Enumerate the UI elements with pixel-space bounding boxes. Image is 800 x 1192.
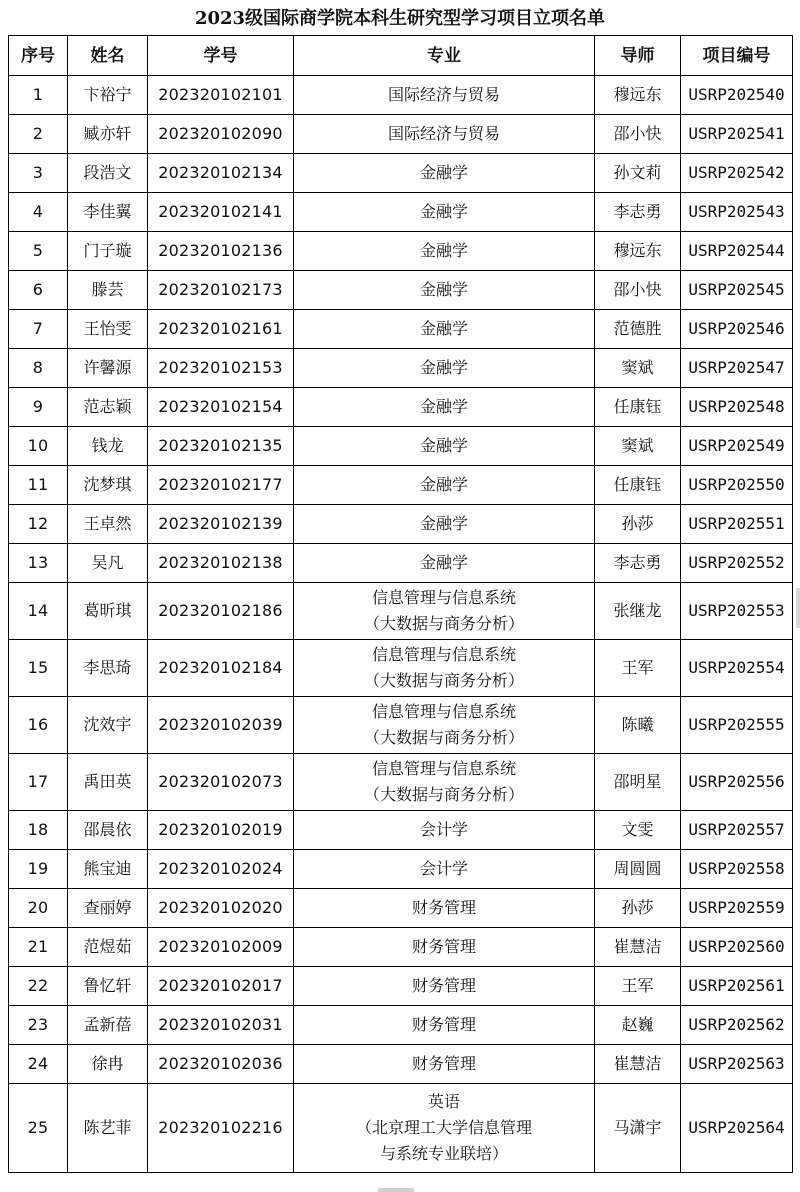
- cell-project-code: USRP202551: [681, 505, 793, 544]
- cell-advisor: 邵小快: [595, 271, 681, 310]
- major-line: 财务管理: [411, 1015, 476, 1034]
- cell-no: 19: [9, 850, 68, 889]
- major-line: 金融学: [419, 475, 468, 494]
- major-line: 金融学: [419, 280, 468, 299]
- header-advisor: 导师: [595, 36, 681, 76]
- major-line: 财务管理: [411, 1054, 476, 1073]
- cell-student-id: 202320102090: [148, 115, 294, 154]
- bottom-scroll-handle[interactable]: [378, 1188, 414, 1192]
- table-row: [9, 697, 793, 754]
- major-line: 金融学: [419, 514, 468, 533]
- cell-name: 李思琦: [68, 640, 148, 697]
- cell-name: 葛昕琪: [68, 583, 148, 640]
- cell-advisor: 孙文莉: [595, 154, 681, 193]
- major-line: （大数据与商务分析）: [363, 614, 524, 633]
- cell-no: 16: [9, 697, 68, 754]
- cell-student-id: 202320102134: [148, 154, 294, 193]
- cell-project-code: USRP202543: [681, 193, 793, 232]
- cell-advisor: 邵小快: [595, 115, 681, 154]
- cell-project-code: USRP202548: [681, 388, 793, 427]
- cell-major: [294, 349, 595, 388]
- cell-project-code: USRP202555: [681, 697, 793, 754]
- cell-no: 23: [9, 1006, 68, 1045]
- cell-student-id: 202320102039: [148, 697, 294, 754]
- table-row: [9, 1006, 793, 1045]
- cell-no: 10: [9, 427, 68, 466]
- cell-student-id: 202320102036: [148, 1045, 294, 1084]
- table-row: [9, 271, 793, 310]
- header-project-code: 项目编号: [681, 36, 793, 76]
- cell-advisor: 李志勇: [595, 544, 681, 583]
- major-line: 信息管理与信息系统: [371, 645, 516, 664]
- cell-major: [294, 889, 595, 928]
- cell-project-code: USRP202549: [681, 427, 793, 466]
- cell-student-id: 202320102138: [148, 544, 294, 583]
- cell-no: 5: [9, 232, 68, 271]
- cell-student-id: 202320102186: [148, 583, 294, 640]
- cell-no: 25: [9, 1084, 68, 1173]
- cell-major: [294, 193, 595, 232]
- cell-major: [294, 1045, 595, 1084]
- cell-project-code: USRP202559: [681, 889, 793, 928]
- cell-project-code: USRP202540: [681, 76, 793, 115]
- cell-no: 21: [9, 928, 68, 967]
- cell-student-id: 202320102154: [148, 388, 294, 427]
- header-student-id: 学号: [148, 36, 294, 76]
- major-line: 英语: [427, 1092, 460, 1111]
- cell-name: 鲁忆轩: [68, 967, 148, 1006]
- cell-no: 1: [9, 76, 68, 115]
- cell-student-id: 202320102184: [148, 640, 294, 697]
- major-line: 财务管理: [411, 976, 476, 995]
- table-row: [9, 193, 793, 232]
- table-row: [9, 1084, 793, 1173]
- major-line: （北京理工大学信息管理: [355, 1118, 532, 1137]
- cell-major: [294, 811, 595, 850]
- cell-advisor: 邵明星: [595, 754, 681, 811]
- cell-name: 臧亦轩: [68, 115, 148, 154]
- cell-no: 18: [9, 811, 68, 850]
- cell-project-code: USRP202545: [681, 271, 793, 310]
- major-line: （大数据与商务分析）: [363, 785, 524, 804]
- cell-student-id: 202320102173: [148, 271, 294, 310]
- major-line: 金融学: [419, 319, 468, 338]
- cell-advisor: 范德胜: [595, 310, 681, 349]
- cell-no: 7: [9, 310, 68, 349]
- header-no: 序号: [9, 36, 68, 76]
- cell-major: [294, 754, 595, 811]
- cell-major: [294, 76, 595, 115]
- table-row: [9, 1045, 793, 1084]
- cell-name: 滕芸: [68, 271, 148, 310]
- cell-no: 2: [9, 115, 68, 154]
- header-major: 专业: [294, 36, 595, 76]
- cell-major: [294, 466, 595, 505]
- table-row: [9, 232, 793, 271]
- table-row: [9, 115, 793, 154]
- cell-name: 沈梦琪: [68, 466, 148, 505]
- cell-no: 9: [9, 388, 68, 427]
- major-line: 金融学: [419, 397, 468, 416]
- table-row: [9, 889, 793, 928]
- cell-no: 6: [9, 271, 68, 310]
- cell-no: 12: [9, 505, 68, 544]
- major-line: 与系统专业联培）: [379, 1144, 508, 1163]
- cell-student-id: 202320102031: [148, 1006, 294, 1045]
- major-line: （大数据与商务分析）: [363, 728, 524, 747]
- major-line: 财务管理: [411, 898, 476, 917]
- table-row: [9, 640, 793, 697]
- cell-project-code: USRP202557: [681, 811, 793, 850]
- page-title: 2023级国际商学院本科生研究型学习项目立项名单: [194, 8, 606, 29]
- project-list-table: [8, 35, 793, 1173]
- cell-major: [294, 427, 595, 466]
- cell-major: [294, 1006, 595, 1045]
- table-row: [9, 754, 793, 811]
- major-line: 国际经济与贸易: [387, 124, 500, 143]
- cell-project-code: USRP202560: [681, 928, 793, 967]
- cell-name: 李佳翼: [68, 193, 148, 232]
- cell-major: [294, 1084, 595, 1173]
- cell-student-id: 202320102136: [148, 232, 294, 271]
- cell-project-code: USRP202562: [681, 1006, 793, 1045]
- table-row: [9, 388, 793, 427]
- major-line: 金融学: [419, 553, 468, 572]
- major-line: 信息管理与信息系统: [371, 702, 516, 721]
- cell-major: [294, 928, 595, 967]
- cell-student-id: 202320102101: [148, 76, 294, 115]
- cell-project-code: USRP202558: [681, 850, 793, 889]
- major-line: （大数据与商务分析）: [363, 671, 524, 690]
- cell-advisor: 周圆圆: [595, 850, 681, 889]
- cell-project-code: USRP202547: [681, 349, 793, 388]
- cell-project-code: USRP202544: [681, 232, 793, 271]
- cell-no: 8: [9, 349, 68, 388]
- table-row: [9, 928, 793, 967]
- cell-advisor: 窦斌: [595, 427, 681, 466]
- cell-name: 王怡雯: [68, 310, 148, 349]
- cell-student-id: 202320102139: [148, 505, 294, 544]
- cell-no: 14: [9, 583, 68, 640]
- table-row: [9, 811, 793, 850]
- cell-project-code: USRP202552: [681, 544, 793, 583]
- cell-project-code: USRP202542: [681, 154, 793, 193]
- table-row: [9, 967, 793, 1006]
- major-line: 金融学: [419, 358, 468, 377]
- cell-project-code: USRP202541: [681, 115, 793, 154]
- cell-name: 陈艺菲: [68, 1084, 148, 1173]
- cell-student-id: 202320102216: [148, 1084, 294, 1173]
- cell-name: 门子璇: [68, 232, 148, 271]
- cell-advisor: 张继龙: [595, 583, 681, 640]
- major-line: 信息管理与信息系统: [371, 759, 516, 778]
- cell-name: 范志颖: [68, 388, 148, 427]
- cell-student-id: 202320102020: [148, 889, 294, 928]
- table-row: [9, 349, 793, 388]
- cell-advisor: 任康钰: [595, 388, 681, 427]
- table-header-row: [9, 36, 793, 76]
- side-scroll-handle[interactable]: [796, 588, 800, 628]
- cell-student-id: 202320102009: [148, 928, 294, 967]
- major-line: 国际经济与贸易: [387, 85, 500, 104]
- cell-advisor: 文雯: [595, 811, 681, 850]
- major-line: 金融学: [419, 436, 468, 455]
- table-row: [9, 505, 793, 544]
- cell-advisor: 孙莎: [595, 505, 681, 544]
- cell-name: 孟新蓓: [68, 1006, 148, 1045]
- table-row: [9, 154, 793, 193]
- table-row: [9, 427, 793, 466]
- cell-major: [294, 232, 595, 271]
- major-line: 金融学: [419, 163, 468, 182]
- cell-major: [294, 154, 595, 193]
- major-line: 会计学: [419, 820, 468, 839]
- cell-student-id: 202320102073: [148, 754, 294, 811]
- cell-major: [294, 640, 595, 697]
- cell-advisor: 孙莎: [595, 889, 681, 928]
- cell-name: 禹田英: [68, 754, 148, 811]
- major-line: 财务管理: [411, 937, 476, 956]
- cell-student-id: 202320102161: [148, 310, 294, 349]
- cell-project-code: USRP202554: [681, 640, 793, 697]
- cell-project-code: USRP202556: [681, 754, 793, 811]
- header-name: 姓名: [68, 36, 148, 76]
- cell-advisor: 任康钰: [595, 466, 681, 505]
- cell-no: 24: [9, 1045, 68, 1084]
- table-row: [9, 850, 793, 889]
- cell-advisor: 陈曦: [595, 697, 681, 754]
- cell-student-id: 202320102177: [148, 466, 294, 505]
- cell-name: 段浩文: [68, 154, 148, 193]
- cell-no: 4: [9, 193, 68, 232]
- cell-major: [294, 850, 595, 889]
- cell-major: [294, 544, 595, 583]
- cell-name: 熊宝迪: [68, 850, 148, 889]
- cell-major: [294, 388, 595, 427]
- major-line: 金融学: [419, 241, 468, 260]
- cell-student-id: 202320102024: [148, 850, 294, 889]
- cell-major: [294, 271, 595, 310]
- cell-major: [294, 310, 595, 349]
- cell-no: 13: [9, 544, 68, 583]
- cell-project-code: USRP202550: [681, 466, 793, 505]
- cell-name: 钱龙: [68, 427, 148, 466]
- cell-advisor: 崔慧洁: [595, 1045, 681, 1084]
- cell-project-code: USRP202553: [681, 583, 793, 640]
- table-row: [9, 466, 793, 505]
- cell-project-code: USRP202561: [681, 967, 793, 1006]
- table-row: [9, 544, 793, 583]
- cell-name: 许馨源: [68, 349, 148, 388]
- cell-major: [294, 115, 595, 154]
- cell-project-code: USRP202563: [681, 1045, 793, 1084]
- cell-name: 卞裕宁: [68, 76, 148, 115]
- cell-student-id: 202320102141: [148, 193, 294, 232]
- cell-major: [294, 697, 595, 754]
- cell-no: 15: [9, 640, 68, 697]
- cell-advisor: 王军: [595, 967, 681, 1006]
- cell-advisor: 崔慧洁: [595, 928, 681, 967]
- cell-advisor: 赵巍: [595, 1006, 681, 1045]
- table-row: [9, 583, 793, 640]
- cell-no: 20: [9, 889, 68, 928]
- cell-name: 徐冉: [68, 1045, 148, 1084]
- major-line: 信息管理与信息系统: [371, 588, 516, 607]
- cell-advisor: 穆远东: [595, 76, 681, 115]
- cell-advisor: 王军: [595, 640, 681, 697]
- cell-major: [294, 967, 595, 1006]
- cell-student-id: 202320102017: [148, 967, 294, 1006]
- cell-advisor: 马潇宇: [595, 1084, 681, 1173]
- cell-no: 17: [9, 754, 68, 811]
- cell-major: [294, 583, 595, 640]
- cell-name: 吴凡: [68, 544, 148, 583]
- cell-no: 3: [9, 154, 68, 193]
- cell-name: 查丽婷: [68, 889, 148, 928]
- cell-no: 22: [9, 967, 68, 1006]
- table-row: [9, 76, 793, 115]
- cell-student-id: 202320102019: [148, 811, 294, 850]
- cell-project-code: USRP202564: [681, 1084, 793, 1173]
- cell-name: 范煜茹: [68, 928, 148, 967]
- cell-advisor: 穆远东: [595, 232, 681, 271]
- cell-student-id: 202320102153: [148, 349, 294, 388]
- table-row: [9, 310, 793, 349]
- major-line: 会计学: [419, 859, 468, 878]
- cell-major: [294, 505, 595, 544]
- cell-no: 11: [9, 466, 68, 505]
- major-line: 金融学: [419, 202, 468, 221]
- cell-name: 王卓然: [68, 505, 148, 544]
- cell-advisor: 李志勇: [595, 193, 681, 232]
- cell-name: 邵晨依: [68, 811, 148, 850]
- cell-project-code: USRP202546: [681, 310, 793, 349]
- cell-student-id: 202320102135: [148, 427, 294, 466]
- cell-name: 沈效宇: [68, 697, 148, 754]
- cell-advisor: 窦斌: [595, 349, 681, 388]
